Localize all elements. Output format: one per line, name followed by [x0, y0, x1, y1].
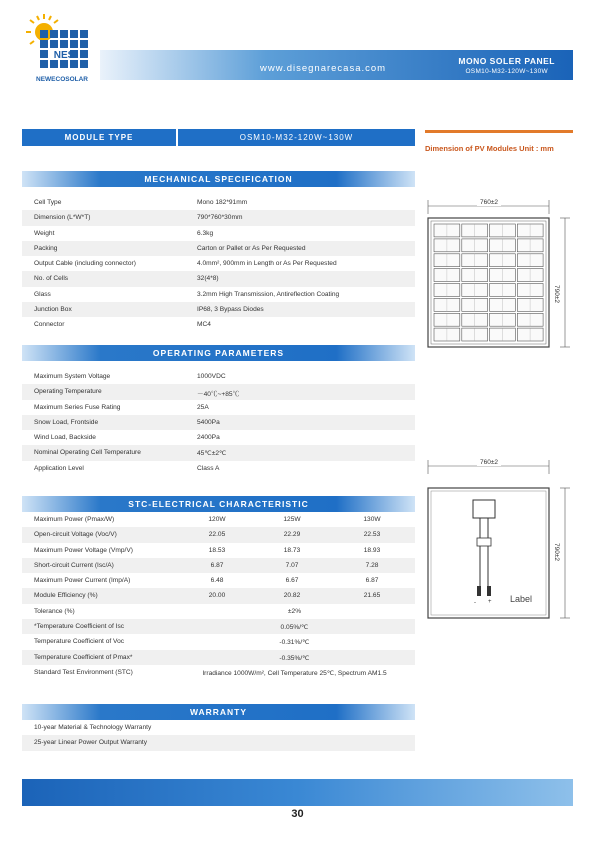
- back-view-diagram: [420, 452, 575, 632]
- minus-terminal: -: [474, 600, 476, 606]
- warranty-table: [22, 720, 415, 751]
- module-type-label: MODULE TYPE: [22, 129, 176, 146]
- table-row: Weight 6.3kg: [34, 229, 214, 237]
- table-row: Maximum Power Voltage (Vmp/V) 18.53 18.73 18.93: [34, 546, 381, 554]
- table-row: Snow Load, Frontside 5400Pa: [22, 415, 415, 430]
- table-row: 25-year Linear Power Output Warranty: [22, 735, 415, 750]
- table-row: Maximum Power Current (Imp/A) 6.48 6.67 6.87: [34, 577, 379, 585]
- header-title-block: [458, 56, 555, 75]
- front-width-label: 760±2: [477, 199, 501, 206]
- table-row: Module Efficiency (%) 20.00 20.82 21.65: [22, 588, 415, 603]
- brand-name: NEWECOSOLAR: [36, 76, 88, 83]
- table-row: Temperature Coefficient of Pmax* -0.35%/℃: [22, 650, 415, 665]
- plus-terminal: +: [488, 599, 492, 605]
- table-row: Operating Temperature －40℃~+85℃: [22, 384, 415, 399]
- table-row: Dimension (L*W*T) 790*760*30mm: [22, 210, 415, 225]
- header-title: MONO SOLER PANEL: [458, 56, 555, 66]
- page-number: 30: [291, 808, 304, 820]
- table-row: No. of Cells 32(4*8): [22, 271, 415, 286]
- back-width-label: 760±2: [477, 459, 501, 466]
- table-row: Tolerance (%) ±2%: [34, 607, 302, 615]
- table-row: Junction Box IP68, 3 Bypass Diodes: [22, 302, 415, 317]
- newecosolar-logo: [22, 12, 102, 92]
- operating-params-header: OPERATING PARAMETERS: [22, 345, 415, 361]
- table-row: Temperature Coefficient of Voc -0.31%/℃: [34, 638, 310, 647]
- header-subtitle: OSM10-M32-120W~130W: [465, 68, 548, 75]
- header-url[interactable]: www.disegnarecasa.com: [260, 63, 387, 74]
- table-row: Nominal Operating Cell Temperature 45℃±2℃: [22, 445, 415, 460]
- table-row: Short-circuit Current (Isc/A) 6.87 7.07 7.28: [22, 558, 415, 573]
- mechanical-spec-table: [22, 195, 415, 333]
- table-row: Glass 3.2mm High Transmission, Antireflection Coating: [34, 290, 340, 298]
- table-row: Maximum Power (Pmax/W) 120W 125W 130W: [34, 516, 381, 523]
- table-row: *Temperature Coefficient of Isc 0.05%/℃: [22, 619, 415, 634]
- operating-params-table: [22, 369, 415, 476]
- sun-icon: [26, 14, 58, 44]
- table-row: Cell Type Mono 182*91mm: [34, 199, 248, 206]
- module-type-value: OSM10-M32-120W~130W: [178, 129, 415, 146]
- table-row: Packing Carton or Pallet or As Per Requested: [22, 241, 415, 256]
- table-row: 10-year Material & Technology Warranty: [34, 724, 152, 731]
- table-row: Maximum Series Fuse Rating 25A: [34, 403, 209, 411]
- orange-divider: [425, 130, 573, 133]
- stc-electrical-table: [22, 512, 415, 680]
- mechanical-spec-header: MECHANICAL SPECIFICATION: [22, 171, 415, 187]
- back-height-label: 790±2: [553, 540, 560, 564]
- footer-band: [22, 779, 573, 806]
- front-height-label: 790±2: [553, 282, 560, 306]
- panel-grid-icon: [40, 30, 88, 68]
- dimension-title: Dimension of PV Modules Unit : mm: [425, 144, 554, 153]
- table-row: Output Cable (including connector) 4.0mm², 900mm in Length or As Per Requested: [34, 260, 337, 268]
- front-view-diagram: [420, 192, 575, 362]
- table-row: Standard Test Environment (STC) Irradiance 1000W/m², Cell Temperature 25℃, Spectrum AM1.5: [34, 668, 387, 677]
- brand-letters: NES: [53, 50, 75, 61]
- warranty-header: WARRANTY: [22, 704, 415, 720]
- table-row: Maximum System Voltage 1000VDC: [34, 373, 226, 380]
- label-text: Label: [510, 594, 533, 604]
- table-row: Wind Load, Backside 2400Pa: [34, 434, 220, 442]
- table-row: Application Level Class A: [34, 464, 220, 472]
- table-row: Connector MC4: [34, 321, 211, 329]
- table-row: Open-circuit Voltage (Voc/V) 22.05 22.29 22.53: [22, 527, 415, 542]
- stc-electrical-header: STC-ELECTRICAL CHARACTERISTIC: [22, 496, 415, 512]
